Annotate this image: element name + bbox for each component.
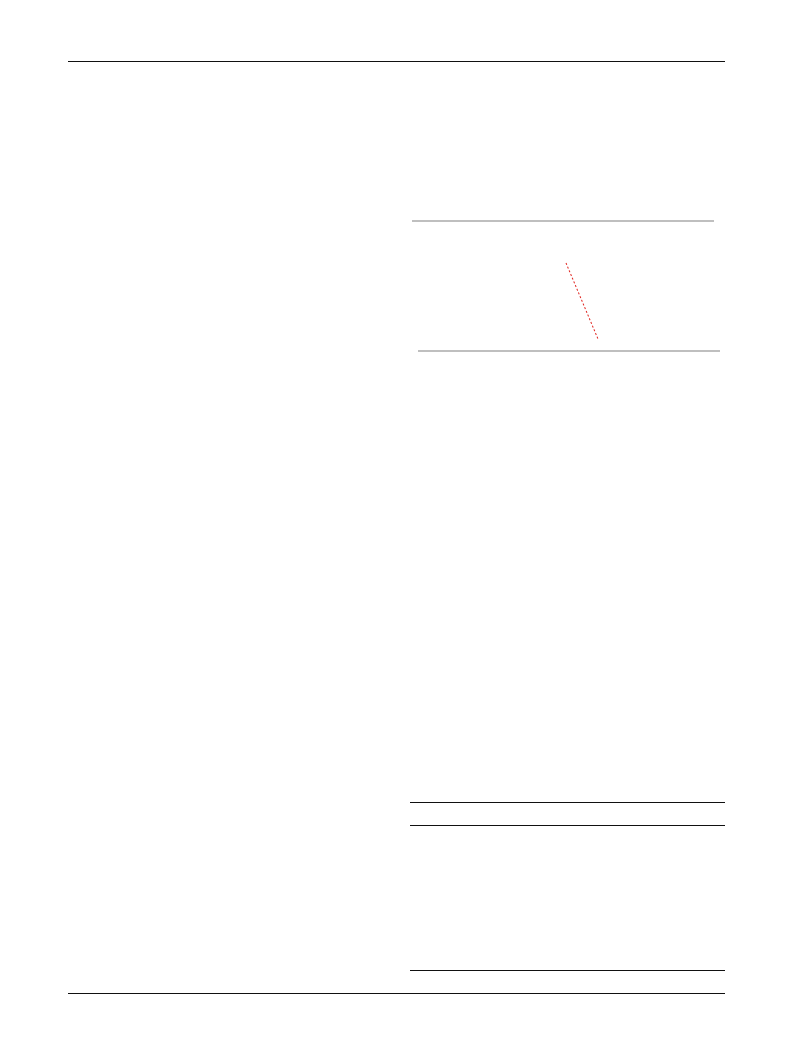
table-header-rule [410, 825, 725, 826]
h1-shift-dashed-line [566, 263, 598, 339]
download-watermark [10, 81, 24, 721]
nmr-spectra-figure [412, 68, 728, 368]
table-bottom-rule [410, 970, 725, 971]
table-top-rule [410, 802, 725, 803]
header-rule [68, 61, 725, 62]
footer-rule [68, 993, 725, 994]
mass-spectra-figure [76, 762, 381, 937]
